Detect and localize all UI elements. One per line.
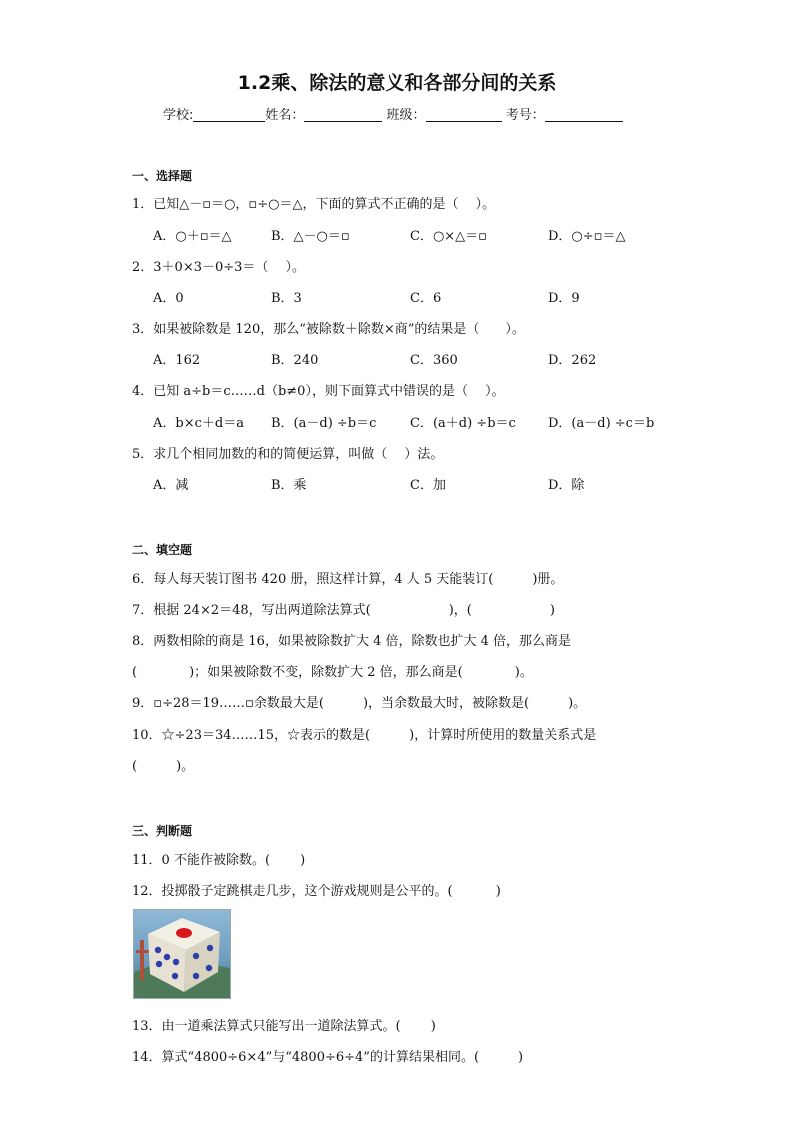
question-11: 11．0 不能作被除数。( ) — [132, 853, 306, 868]
q5-option-b[interactable]: B．乘 — [271, 478, 307, 493]
question-9: 9．▫÷28＝19……▫余数最大是( )，当余数最大时，被除数是( )。 — [132, 696, 587, 711]
q3-option-c[interactable]: C．360 — [410, 353, 458, 368]
question-10-line-2: ( )。 — [132, 759, 195, 774]
question-1: 1．已知△－▫＝○，▫÷○＝△，下面的算式不正确的是（ ）。 — [132, 197, 496, 212]
question-2: 2．3＋0×3－0÷3＝（ ）。 — [132, 260, 306, 275]
question-13: 13．由一道乘法算式只能写出一道除法算式。( ) — [132, 1019, 436, 1034]
q4-option-c[interactable]: C．(a＋d) ÷b＝c — [410, 416, 516, 431]
q2-option-c[interactable]: C．6 — [410, 291, 442, 306]
q5-option-c[interactable]: C．加 — [410, 478, 446, 493]
question-8-line-2: ( )；如果被除数不变，除数扩大 2 倍，那么商是( )。 — [132, 665, 533, 680]
question-5: 5．求几个相同加数的和的简便运算，叫做（ ）法。 — [132, 447, 444, 462]
number-label: 考号： — [505, 108, 545, 123]
q3-option-d[interactable]: D．262 — [548, 353, 597, 368]
question-4: 4．已知 a÷b＝c……d（b≠0），则下面算式中错误的是（ ）。 — [132, 384, 505, 399]
question-12: 12．投掷骰子定跳棋走几步，这个游戏规则是公平的。( ) — [132, 884, 501, 899]
class-blank[interactable] — [426, 107, 502, 122]
page-title: 1.2乘、除法的意义和各部分间的关系 — [237, 72, 557, 94]
dice-photo — [133, 909, 231, 999]
name-blank[interactable] — [304, 107, 382, 122]
section-heading-judge: 三、判断题 — [132, 824, 193, 838]
q5-option-d[interactable]: D．除 — [548, 478, 585, 493]
question-3: 3．如果被除数是 120，那么“被除数＋除数×商”的结果是（ ）。 — [132, 322, 525, 337]
q4-option-a[interactable]: A．b×c＋d＝a — [153, 416, 244, 431]
question-8-line-1: 8．两数相除的商是 16，如果被除数扩大 4 倍，除数也扩大 4 倍，那么商是 — [132, 634, 572, 649]
question-7: 7．根据 24×2＝48，写出两道除法算式( )，( ) — [132, 603, 555, 618]
q2-option-a[interactable]: A．0 — [153, 291, 184, 306]
q5-option-a[interactable]: A．减 — [153, 478, 189, 493]
question-14: 14．算式“4800÷6×4”与“4800÷6÷4”的计算结果相同。( ) — [132, 1050, 524, 1065]
student-info-row — [163, 104, 623, 123]
school-label: 学校: — [163, 108, 194, 123]
class-label: 班级： — [386, 108, 426, 123]
section-heading-fill: 二、填空题 — [132, 543, 193, 557]
q2-option-b[interactable]: B．3 — [271, 291, 302, 306]
dice-icon — [134, 910, 230, 998]
q4-option-d[interactable]: D．(a－d) ÷c＝b — [548, 416, 655, 431]
q3-option-a[interactable]: A．162 — [153, 353, 201, 368]
q1-option-d[interactable]: D．○÷▫＝△ — [548, 229, 626, 244]
name-label: 姓名： — [265, 108, 305, 123]
q2-option-d[interactable]: D．9 — [548, 291, 580, 306]
school-blank[interactable] — [193, 107, 265, 122]
q1-option-a[interactable]: A．○＋▫＝△ — [153, 229, 232, 244]
q4-option-b[interactable]: B．(a－d) ÷b＝c — [271, 416, 377, 431]
question-10-line-1: 10．☆÷23＝34……15，☆表示的数是( )，计算时所使用的数量关系式是 — [132, 728, 597, 743]
q1-option-c[interactable]: C．○×△＝▫ — [410, 229, 487, 244]
number-blank[interactable] — [545, 107, 623, 122]
q3-option-b[interactable]: B．240 — [271, 353, 319, 368]
q1-option-b[interactable]: B．△－○＝▫ — [271, 229, 350, 244]
section-heading-choice: 一、选择题 — [132, 169, 193, 183]
question-6: 6．每人每天装订图书 420 册，照这样计算，4 人 5 天能装订( )册。 — [132, 572, 564, 587]
